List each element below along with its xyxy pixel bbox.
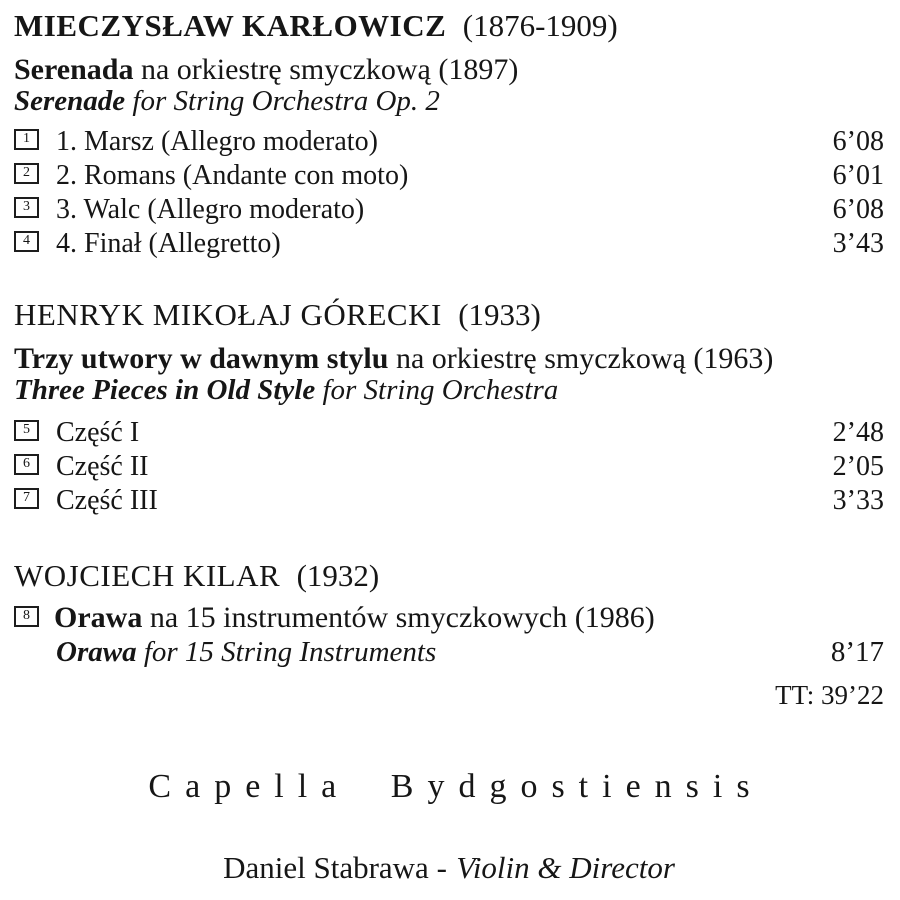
work-title-rest: na orkiestrę smyczkową (1897) — [133, 53, 519, 86]
track-row — [14, 600, 884, 636]
track-title-rest: na 15 instrumentów smyczkowych (1986) — [142, 601, 655, 634]
track-title-en-main: Orawa — [56, 636, 137, 668]
track-title: Część I — [56, 417, 140, 448]
work-title-english — [14, 86, 884, 117]
track-duration: 3’43 — [832, 228, 884, 259]
track-title: 3. Walc (Allegro moderato) — [56, 194, 365, 225]
track-number-box: 5 — [14, 420, 39, 441]
track-row — [14, 484, 884, 518]
work-title-english — [14, 375, 884, 406]
track-duration: 8’17 — [830, 636, 884, 668]
composer-name: WOJCIECH KILAR — [14, 558, 281, 593]
track-title: 1. Marsz (Allegro moderato) — [56, 126, 378, 157]
work-title-polish — [14, 342, 884, 375]
composer-name: HENRYK MIKOŁAJ GÓRECKI — [14, 297, 442, 332]
work-title-polish — [14, 53, 884, 86]
track-title: 4. Finał (Allegretto) — [56, 228, 281, 259]
composer-name: MIECZYSŁAW KARŁOWICZ — [14, 8, 447, 43]
work-title-rest: na orkiestrę smyczkową (1963) — [388, 342, 774, 375]
track-row — [14, 125, 884, 159]
work-title-en-main: Serenade — [14, 85, 126, 117]
track-duration: 3’33 — [832, 485, 884, 516]
work-title-main: Serenada — [14, 53, 134, 86]
track-row — [14, 450, 884, 484]
section-gorecki — [14, 295, 884, 518]
tracklist — [14, 125, 884, 261]
track-duration: 2’48 — [832, 417, 884, 448]
track-duration: 2’05 — [832, 451, 884, 482]
track-row — [14, 416, 884, 450]
tracklist — [14, 416, 884, 518]
track-number-box: 1 — [14, 129, 39, 150]
work-title-main: Trzy utwory w dawnym stylu — [14, 342, 389, 375]
track-duration: 6’08 — [832, 194, 884, 225]
track-row — [14, 227, 884, 261]
composer-dates: (1933) — [458, 297, 541, 332]
credit-role: Violin & Director — [456, 850, 675, 885]
track-title: Część II — [56, 451, 149, 482]
composer-heading — [14, 556, 884, 596]
track-number-box: 6 — [14, 454, 39, 475]
track-number-box: 8 — [14, 606, 39, 627]
track-row — [14, 159, 884, 193]
composer-dates: (1932) — [296, 558, 380, 593]
track-row-english — [14, 636, 884, 670]
track-title-en-rest: for 15 String Instruments — [136, 636, 437, 668]
track-title: 2. Romans (Andante con moto) — [56, 160, 409, 191]
track-title-english — [56, 636, 436, 669]
composer-heading — [14, 6, 884, 46]
section-kilar — [14, 556, 884, 709]
work-title-en-rest: for String Orchestra — [315, 374, 559, 406]
track-number-box: 7 — [14, 488, 39, 509]
section-karlowicz — [14, 6, 884, 261]
track-number-box: 3 — [14, 197, 39, 218]
composer-heading — [14, 295, 884, 335]
track-duration: 6’08 — [832, 126, 884, 157]
footer — [14, 767, 884, 887]
composer-dates: (1876-1909) — [462, 8, 618, 43]
ensemble-name: Capella Bydgostiensis — [148, 768, 764, 805]
work-title-en-main: Three Pieces in Old Style — [14, 374, 316, 406]
track-number-box: 4 — [14, 231, 39, 252]
track-number-box: 2 — [14, 163, 39, 184]
work-title-en-rest: for String Orchestra Op. 2 — [125, 85, 440, 117]
track-row — [14, 193, 884, 227]
track-title: Część III — [56, 485, 158, 516]
credit-name: Daniel Stabrawa - — [223, 850, 447, 885]
total-time: TT: 39’22 — [775, 680, 884, 710]
track-title-polish — [54, 601, 655, 635]
track-duration: 6’01 — [832, 160, 884, 191]
track-title-main: Orawa — [54, 601, 143, 634]
credit-line — [14, 849, 884, 887]
